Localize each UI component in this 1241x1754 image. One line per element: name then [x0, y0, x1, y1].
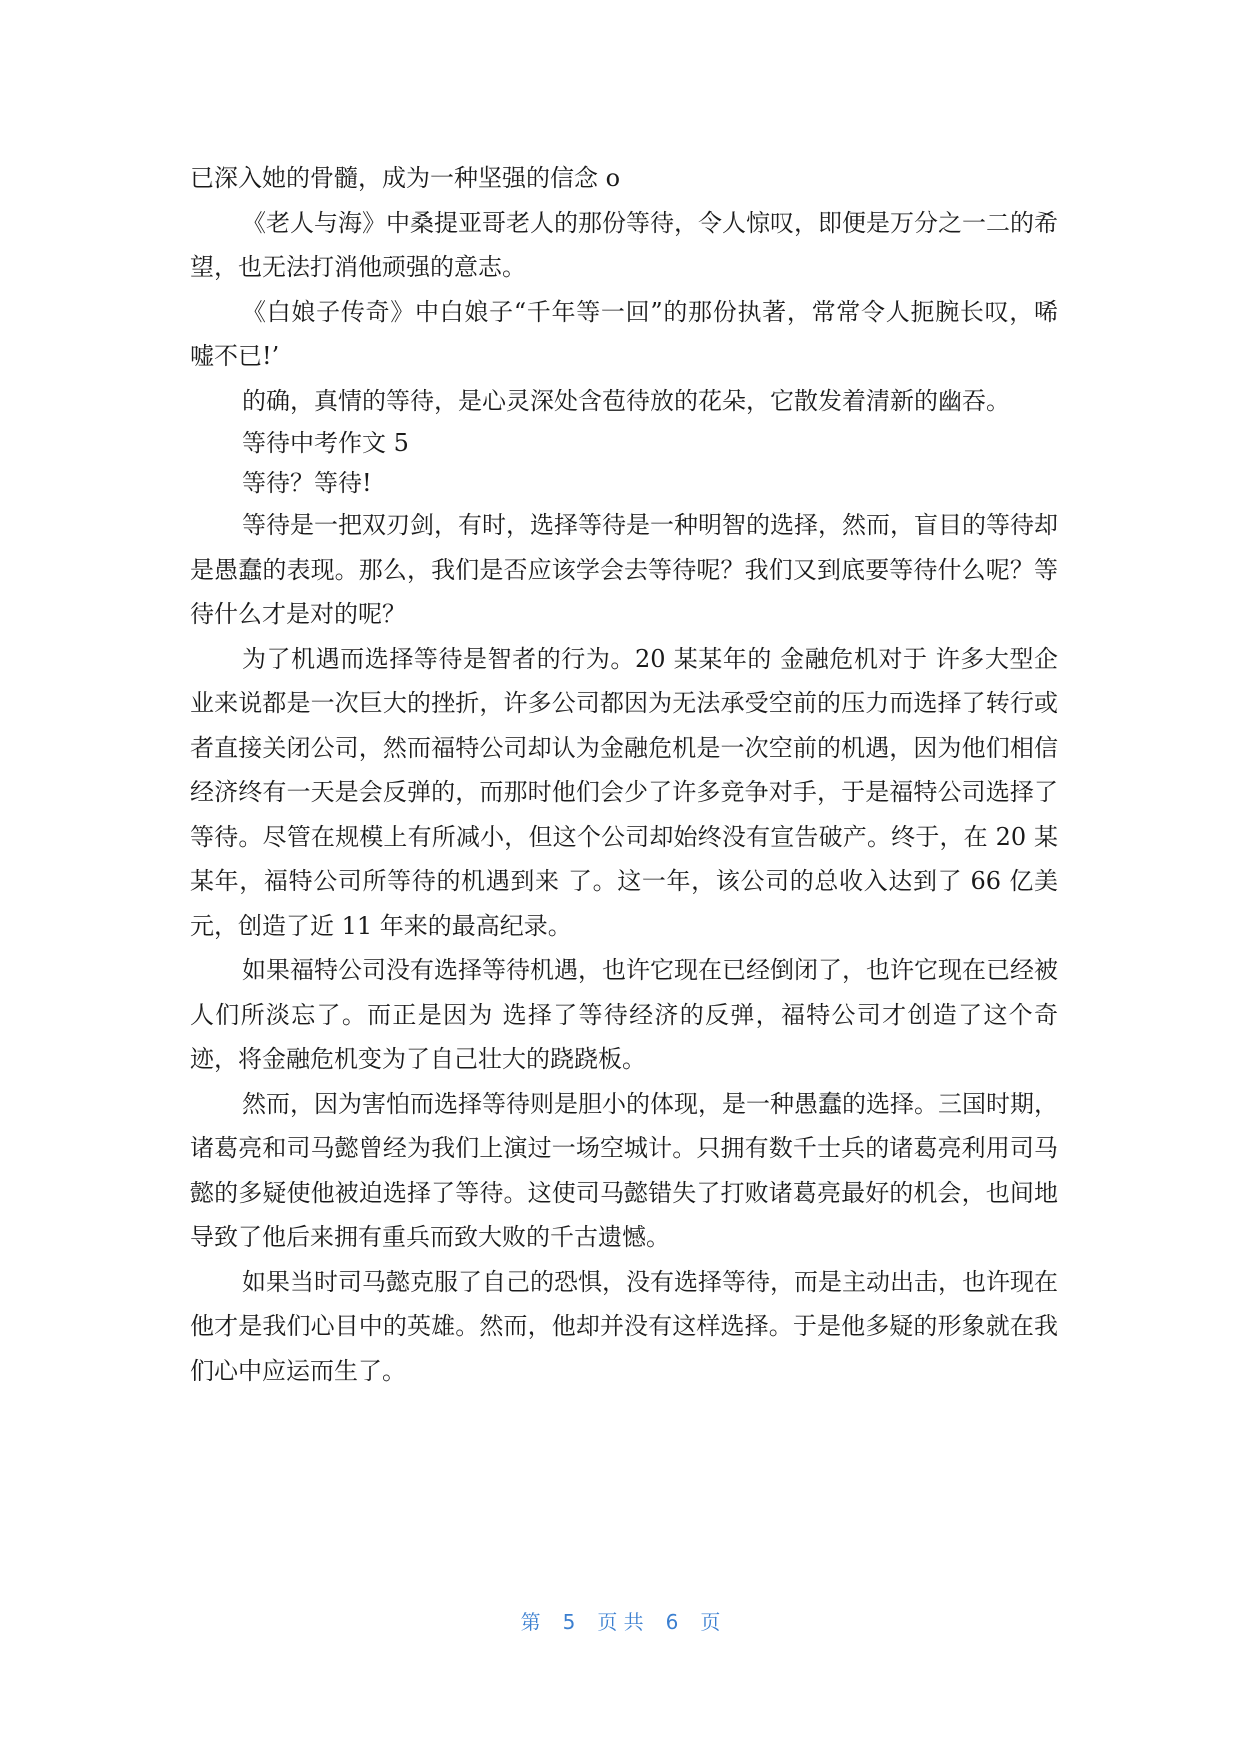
- page-footer: [0, 1606, 1241, 1635]
- paragraph: 如果当时司马懿克服了自己的恐惧，没有选择等待，而是主动出击，也许现在他才是我们心目中的英雄。然而，他却并没有这样选择。于是他多疑的形象就在我们心中应运而生了。: [190, 1267, 1058, 1385]
- footer-total-pages: 6: [665, 1610, 679, 1634]
- footer-word-di: 第: [520, 1610, 541, 1634]
- paragraph: 等待是一把双刃剑，有时，选择等待是一种明智的选择，然而，盲目的等待却是愚蠢的表现。那么，我们是否应该学会去等待呢？我们又到底要等待什么呢？等待什么才是对的呢？: [190, 511, 1058, 628]
- paragraph: 《白娘子传奇》中白娘子“千年等一回”的那份执著，常常令人扼腕长叹，唏嘘不已!’: [190, 297, 1058, 370]
- paragraph-continuation: 已深入她的骨髓，成为一种坚强的信念 o: [190, 164, 621, 192]
- paragraph: 然而，因为害怕而选择等待则是胆小的体现，是一种愚蠢的选择。三国时期，诸葛亮和司马懿曾经为我们上演过一场空城计。只拥有数千士兵的诸葛亮利用司马懿的多疑使他被迫选择了等待。这使司马懿错失了打败诸葛亮最好的机会，也间地导致了他后来拥有重兵而致大败的千古遗憾。: [190, 1089, 1058, 1251]
- document-body: [190, 156, 1058, 1393]
- footer-current-page: 5: [562, 1610, 576, 1634]
- essay-subtitle: 等待？等待!: [242, 469, 372, 497]
- paragraph: 《老人与海》中桑提亚哥老人的那份等待，令人惊叹，即便是万分之一二的希望，也无法打消他顽强的意志。: [190, 208, 1058, 281]
- paragraph: 的确，真情的等待，是心灵深处含苞待放的花朵，它散发着清新的幽吞。: [242, 386, 1010, 415]
- footer-word-ye: 页: [700, 1610, 721, 1634]
- essay-title: 等待中考作文 5: [242, 429, 409, 457]
- footer-word-ye-gong: 页 共: [597, 1610, 644, 1634]
- paragraph: 为了机遇而选择等待是智者的行为。20 某某年的 金融危机对于 许多大型企业来说都是一次巨大的挫折，许多公司都因为无法承受空前的压力而选择了转行或者直接关闭公司，然而福特公司却认为金融危机是一次空前的机遇，因为他们相信经济终有一天是会反弹的，而那时他们会少了许多竞争对手，于是福特公司选择了等待。尽管在规模上有所减小，但这个公司却始终没有宣告破产。终于，在 20 某某年，福特公司所等待的机遇到来 了。这一年，该公司的总收入达到了 66 亿美元，创造了近 11 年来的最高纪录。: [190, 644, 1058, 940]
- paragraph: 如果福特公司没有选择等待机遇，也许它现在已经倒闭了，也许它现在已经被人们所淡忘了。而正是因为 选择了等待经济的反弹，福特公司才创造了这个奇迹，将金融危机变为了自己壮大的跷跷板。: [190, 956, 1058, 1073]
